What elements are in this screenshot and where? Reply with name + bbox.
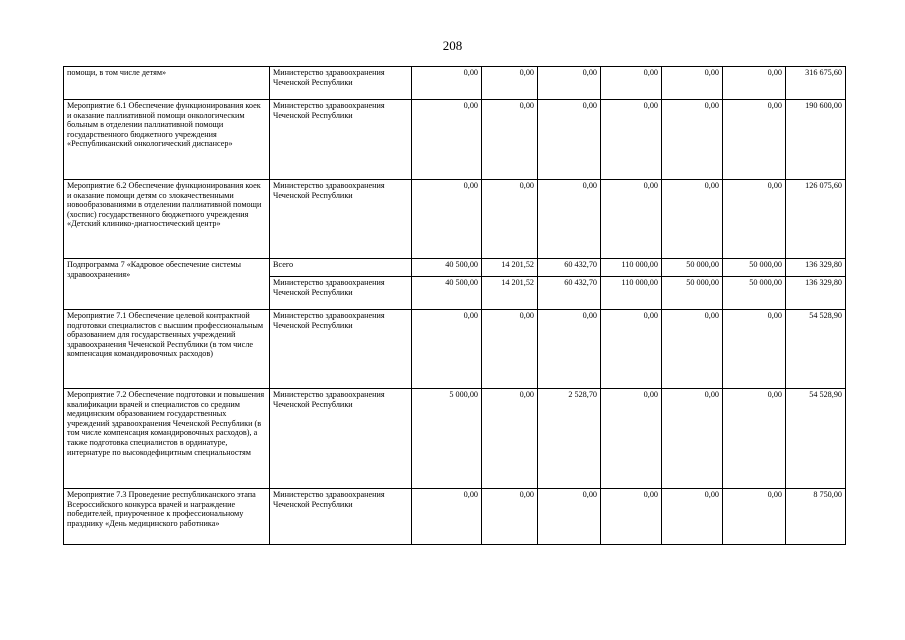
value-cell: 0,00: [482, 67, 538, 100]
value-cell: 0,00: [482, 310, 538, 389]
value-cell: 0,00: [412, 310, 482, 389]
value-cell: 50 000,00: [662, 277, 723, 310]
value-cell: 0,00: [662, 310, 723, 389]
value-cell: 0,00: [601, 310, 662, 389]
value-cell: 14 201,52: [482, 259, 538, 277]
value-cell: 316 675,60: [786, 67, 846, 100]
value-cell: 0,00: [412, 489, 482, 545]
executor-cell: Министерство здравоохранения Чеченской Республики: [270, 67, 412, 100]
page-number: 208: [442, 38, 463, 53]
event-description: Мероприятие 6.1 Обеспечение функционирования коек и оказание паллиативной помощи онкологическим больным в отделении паллиативной помощи государственного бюджетного учреждения «Республиканский онкологический диспансер»: [64, 100, 270, 180]
value-cell: 50 000,00: [662, 259, 723, 277]
value-cell: 136 329,80: [786, 277, 846, 310]
executor-cell: Министерство здравоохранения Чеченской Республики: [270, 277, 412, 310]
value-cell: 8 750,00: [786, 489, 846, 545]
value-cell: 0,00: [412, 180, 482, 259]
value-cell: 0,00: [723, 180, 786, 259]
value-cell: 0,00: [412, 100, 482, 180]
table-row: [64, 100, 846, 180]
value-cell: 0,00: [482, 100, 538, 180]
value-cell: 14 201,52: [482, 277, 538, 310]
value-cell: 0,00: [662, 389, 723, 489]
value-cell: 0,00: [723, 100, 786, 180]
value-cell: 50 000,00: [723, 277, 786, 310]
executor-cell: Министерство здравоохранения Чеченской Республики: [270, 180, 412, 259]
value-cell: 0,00: [538, 180, 601, 259]
value-cell: 0,00: [723, 67, 786, 100]
value-cell: 0,00: [601, 100, 662, 180]
value-cell: 0,00: [662, 67, 723, 100]
value-cell: 0,00: [482, 489, 538, 545]
event-description: помощи, в том числе детям»: [64, 67, 270, 100]
subprogram-description: Подпрограмма 7 «Кадровое обеспечение системы здравоохранения»: [64, 259, 270, 310]
value-cell: 0,00: [601, 489, 662, 545]
value-cell: 0,00: [538, 67, 601, 100]
value-cell: 110 000,00: [601, 277, 662, 310]
value-cell: 0,00: [601, 67, 662, 100]
table-row: [64, 180, 846, 259]
value-cell: 54 528,90: [786, 310, 846, 389]
value-cell: 0,00: [601, 180, 662, 259]
event-description: Мероприятие 7.1 Обеспечение целевой контрактной подготовки специалистов с высшим профессиональным образованием для государственных учреждений здравоохранения Чеченской Республики (в том числе компенсация командировочных расходов): [64, 310, 270, 389]
value-cell: 0,00: [662, 489, 723, 545]
table-row: [64, 67, 846, 100]
value-cell: 40 500,00: [412, 277, 482, 310]
value-cell: 110 000,00: [601, 259, 662, 277]
event-description: Мероприятие 7.2 Обеспечение подготовки и повышения квалификации врачей и специалистов со средним медицинским образованием государственных учреждений здравоохранения Чеченской Республики (в том числе компенсация командировочных расходов), а также подготовка специалистов в ординатуре, интернатуре по высокодефицитным специальностям: [64, 389, 270, 489]
executor-cell: Министерство здравоохранения Чеченской Республики: [270, 310, 412, 389]
value-cell: 0,00: [723, 310, 786, 389]
event-description: Мероприятие 6.2 Обеспечение функционирования коек и оказание помощи детям со злокачественными новообразованиями в отделении паллиативной помощи (хоспис) государственного бюджетного учреждения «Детский клинико-диагностический центр»: [64, 180, 270, 259]
value-cell: 2 528,70: [538, 389, 601, 489]
table-row: [64, 389, 846, 489]
executor-cell: Министерство здравоохранения Чеченской Республики: [270, 389, 412, 489]
event-description: Мероприятие 7.3 Проведение республиканского этапа Всероссийского конкурса врачей и награждение победителей, приуроченное к профессиональному празднику «День медицинского работника»: [64, 489, 270, 545]
value-cell: 0,00: [723, 389, 786, 489]
value-cell: 54 528,90: [786, 389, 846, 489]
value-cell: 0,00: [482, 389, 538, 489]
value-cell: 0,00: [723, 489, 786, 545]
executor-cell: Министерство здравоохранения Чеченской Республики: [270, 489, 412, 545]
table-row: [64, 259, 846, 277]
value-cell: 0,00: [662, 100, 723, 180]
table-row: [64, 489, 846, 545]
value-cell: 190 600,00: [786, 100, 846, 180]
value-cell: 0,00: [538, 310, 601, 389]
value-cell: 60 432,70: [538, 259, 601, 277]
value-cell: 136 329,80: [786, 259, 846, 277]
table-row: [64, 310, 846, 389]
value-cell: 5 000,00: [412, 389, 482, 489]
value-cell: 0,00: [601, 389, 662, 489]
executor-cell: Министерство здравоохранения Чеченской Республики: [270, 100, 412, 180]
value-cell: 60 432,70: [538, 277, 601, 310]
executor-cell: Всего: [270, 259, 412, 277]
value-cell: 0,00: [662, 180, 723, 259]
budget-table: [63, 66, 846, 545]
value-cell: 0,00: [538, 100, 601, 180]
value-cell: 0,00: [538, 489, 601, 545]
value-cell: 50 000,00: [723, 259, 786, 277]
value-cell: 40 500,00: [412, 259, 482, 277]
value-cell: 126 075,60: [786, 180, 846, 259]
value-cell: 0,00: [412, 67, 482, 100]
value-cell: 0,00: [482, 180, 538, 259]
